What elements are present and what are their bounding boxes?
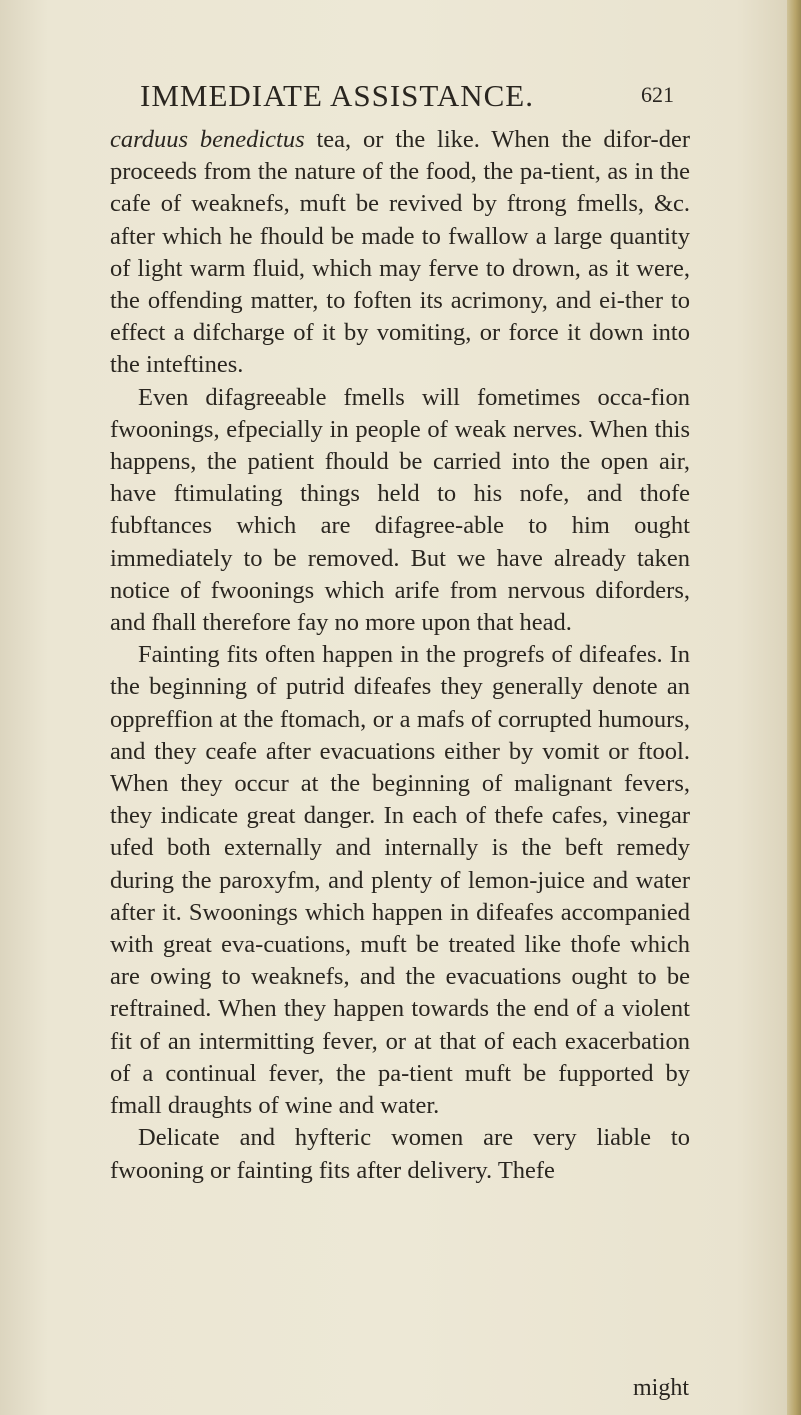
paragraph-2: [110, 382, 690, 640]
italic-lead: carduus benedictus: [110, 126, 305, 153]
page-number: 621: [641, 82, 674, 107]
body-text: [110, 124, 690, 1187]
paragraph-text: tea, or the like. When the difor-der proceeds from the nature of the food, the pa-tient, as in the cafe of weaknefs, muft be revived by ftrong fmells, &c. after which he fhould be made to fwallow a large quantity of light warm fluid, which may ferve to drown, as it were, the offending matter, to foften its acrimony, and ei-ther to effect a difcharge of it by vomiting, or force it down into the inteftines.: [110, 126, 690, 379]
catchword: might: [632, 1375, 689, 1401]
paragraph-text: Fainting fits often happen in the progrefs of difeafes. In the beginning of putrid difeafes they generally denote an oppreffion at the ftomach, or a mafs of corrupted humours, and they ceafe after evacuations either by vomit or ftool. When they occur at the beginning of malignant fevers, they indicate great danger. In each of thefe cafes, vinegar ufed both externally and internally is the beft remedy during the paroxyfm, and plenty of lemon-juice and water after it. Swoonings which happen in difeafes accompanied with great eva-cuations, muft be treated like thofe which are owing to weaknefs, and the evacuations ought to be reftrained. When they happen towards the end of a violent fit of an intermitting fever, or at that of each exacerbation of a continual fever, the pa-tient muft be fupported by fmall draughts of wine and water.: [110, 641, 690, 1120]
page-header: [112, 78, 672, 122]
binding-edge: [787, 0, 801, 1415]
paragraph-3: [110, 639, 690, 1122]
paragraph-text: Delicate and hyfteric women are very liable to fwooning or fainting fits after delivery. Thefe: [110, 1124, 690, 1184]
running-title: IMMEDIATE ASSISTANCE.: [140, 78, 534, 113]
paragraph-4: [110, 1122, 690, 1186]
paragraph-text: Even difagreeable fmells will fometimes occa-fion fwoonings, efpecially in people of weak nerves. When this happens, the patient fhould be carried into the open air, have ftimulating things held to his nofe, and thofe fubftances which are difagree-able to him ought immediately to be removed. But we have already taken notice of fwoonings which arife from nervous diforders, and fhall therefore fay no more upon that head.: [110, 383, 690, 637]
paragraph-1: [110, 124, 690, 382]
